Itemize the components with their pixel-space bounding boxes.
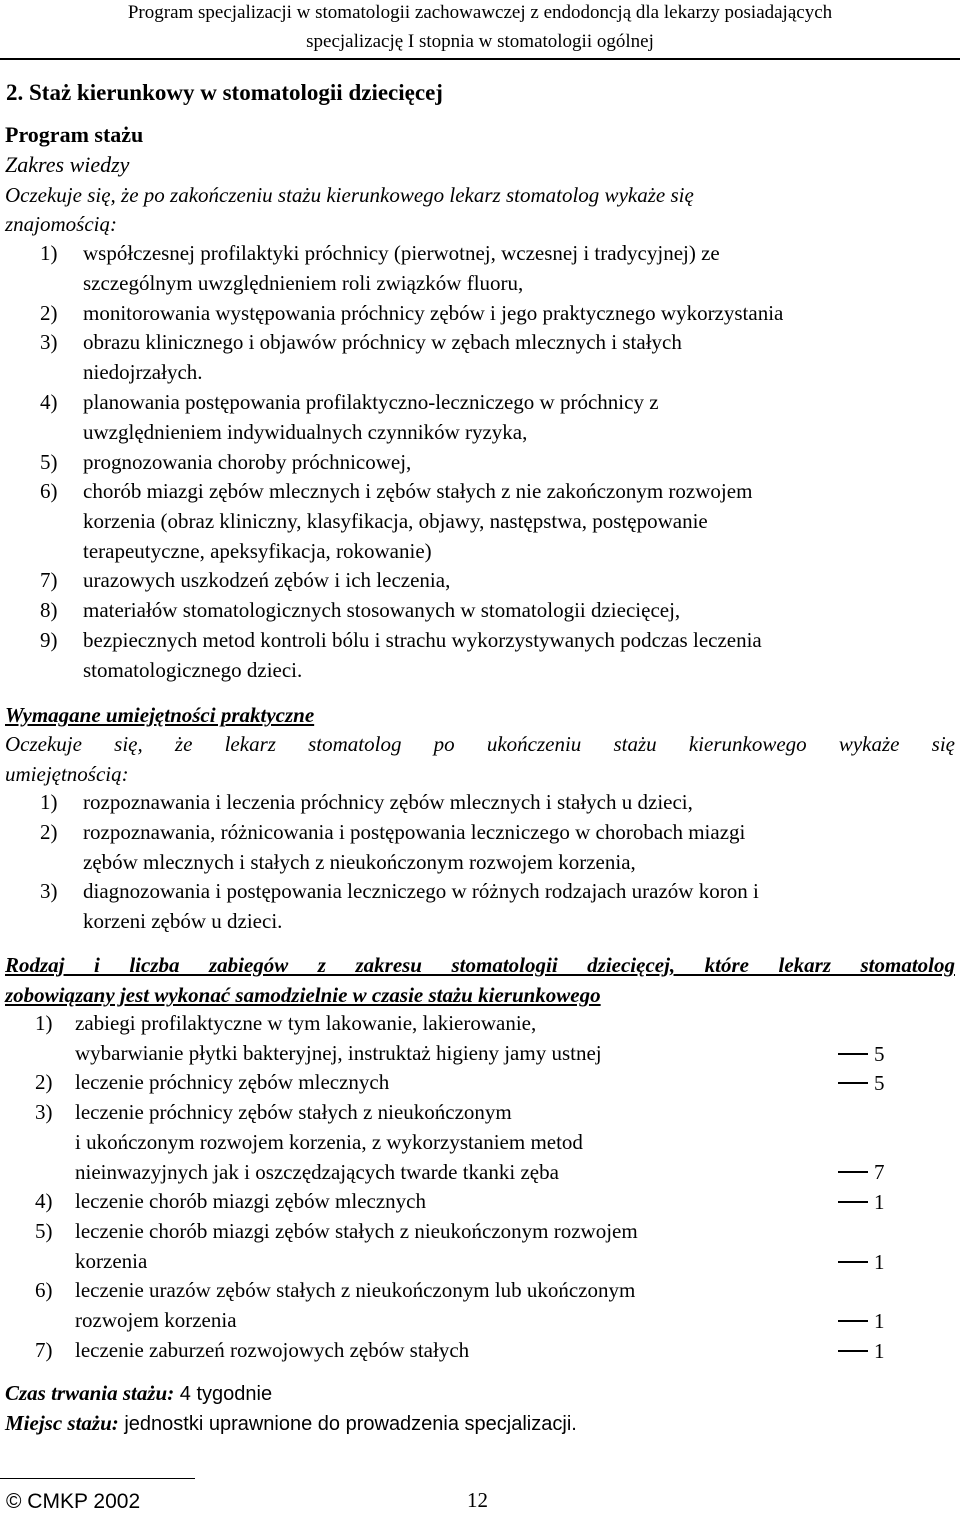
procedure-count: 1 bbox=[838, 1247, 885, 1277]
dash-mark bbox=[838, 1082, 868, 1084]
document-page: Program specjalizacji w stomatologii zachowawczej z endodoncją dla lekarzy posiadających specjalizację I stopnia w stomatologii ogólnej 2. Staż kierunkowy w stomatologii dziecięcej Program stażu Zakres wiedzy Oczekuje się, że po zakończeniu stażu kierunkowego lekarz stomatolog wykaże się znajomością: 1) współczesnej profilaktyki próchnicy (pierwotnej, wczesnej i tradycyjnej) ze szczególnym uwzględnieniem roli związków fluoru, 2) monitorowania występowania próchnicy zębów i jego praktycznego wykorzystania 3) obrazu klinicznego i objawów próchnicy w zębach mlecznych i stałych niedojrzałych. 4) planowania postępowania profilaktyczno-leczniczego w próchnicy z uwzględnieniem indywidualnych czynników ryzyka, 5) prognozowania choroby próchnicowej, 6) chorób miazgi zębów mlecznych i zębów stałych z nie zakończonym rozwojem korzenia (obraz kliniczny, klasyfikacja, objawy, następstwa, postępowanie terapeutyczne, apeksyfikacja, rokowanie) 7) urazowych uszkodzeń zębów i ich leczenia, 8) materiałów stomatologicznych stosowanych w stomatologii dziecięcej, 9) bezpiecznych metod kontroli bólu i strachu wykorzystywanych podczas leczenia stomatologicznego dzieci. Wymagane umiejętności praktyczne Oczekuje się, że lekarz stomatolog po ukończeniu stażu kierunkowego wykaże się umiejętnością: 1) rozpoznawania i leczenia próchnicy zębów mlecznych i stałych u dzieci, 2) rozpoznawania, różnicowania i postępowania leczniczego w chorobach miazgi zębów mlecznych i stałych z nieukończonym rozwojem korzenia, 3) diagnozowania i postępowania leczniczego w różnych rodzajach urazów koron i korzeni zębów u dzieci. Rodzaj i liczba zabiegów z zakresu stomatologii dziecięcej, które lekarz stomatolog zobowiązany jest wykonać samodzielnie w czasie stażu kierunkowego 1) zabiegi profilaktyczne w tym lakowanie, lakierowanie, wybarwianie płytki bakteryjnej, instruktaż higieny jamy ustnej 5 2) leczenie próchnicy zębów mlecznych 5 3) leczenie próchnicy zębów stałych z nieukończonym i ukończonym rozwojem korzenia, z wykorzystaniem metod nieinwazyjnych jak i oszczędzających twarde tkanki zęba 7 4) leczenie chorób miazgi zębów mlecznych 1 5) leczenie chorób miazgi zębów stałych z nieukończonym rozwojem korzenia 1 6) leczenie urazów zębów stałych z nieukończonym lub ukończonym rozwojem korzenia 1 7) leczenie zaburzeń rozwojowych zębów stałych 1 Czas trwania stażu: 4 tygodnie Miejsc stażu: jednostki uprawnione do prowadzenia specjalizacji. © CMKP 2002 12 bbox=[0, 0, 960, 1514]
skills-intro-line2: umiejętnością: bbox=[5, 762, 129, 786]
dash-mark bbox=[838, 1320, 868, 1322]
procedures-heading-line2: zobowiązany jest wykonać samodzielnie w czasie stażu kierunkowego bbox=[5, 983, 601, 1007]
dash-mark bbox=[838, 1350, 868, 1352]
running-header-line2: specjalizację I stopnia w stomatologii ogólnej bbox=[306, 31, 654, 52]
skills-heading: Wymagane umiejętności praktyczne bbox=[5, 703, 315, 727]
duration-value: 4 tygodnie bbox=[179, 1383, 273, 1405]
footer-rule bbox=[0, 1478, 195, 1479]
dash-mark bbox=[838, 1201, 868, 1203]
header-rule bbox=[0, 58, 960, 60]
knowledge-intro-line2: znajomością: bbox=[5, 212, 117, 236]
knowledge-heading: Zakres wiedzy bbox=[5, 152, 130, 177]
procedure-count: 1 bbox=[838, 1187, 885, 1217]
dash-mark bbox=[838, 1053, 868, 1055]
procedure-count: 1 bbox=[838, 1306, 885, 1336]
place-label: Miejsc stażu: bbox=[5, 1411, 119, 1435]
procedure-count: 5 bbox=[838, 1068, 885, 1098]
knowledge-intro-line1: Oczekuje się, że po zakończeniu stażu kierunkowego lekarz stomatolog wykaże się bbox=[5, 183, 694, 207]
program-title: Program stażu bbox=[5, 122, 144, 147]
procedures-heading-line1: Rodzaj i liczba zabiegów z zakresu stomatologii dziecięcej, które lekarz stomatolog bbox=[5, 953, 955, 977]
procedure-count: 7 bbox=[838, 1157, 885, 1187]
place-line bbox=[5, 1408, 577, 1439]
section-title: 2. Staż kierunkowy w stomatologii dziecięcej bbox=[6, 80, 443, 105]
running-header-line1: Program specjalizacji w stomatologii zachowawczej z endodoncją dla lekarzy posiadających bbox=[127, 2, 833, 23]
duration-line bbox=[5, 1378, 272, 1409]
dash-mark bbox=[838, 1261, 868, 1263]
footer-copyright: © CMKP 2002 bbox=[6, 1490, 141, 1513]
skills-intro-line1: Oczekuje się, że lekarz stomatolog po ukończeniu stażu kierunkowego wykaże się bbox=[5, 732, 955, 756]
dash-mark bbox=[838, 1171, 868, 1173]
footer-page-number: 12 bbox=[467, 1488, 488, 1512]
procedure-count: 5 bbox=[838, 1039, 885, 1069]
place-value: jednostki uprawnione do prowadzenia specjalizacji. bbox=[124, 1413, 577, 1435]
duration-label: Czas trwania stażu: bbox=[5, 1381, 175, 1405]
procedure-count: 1 bbox=[838, 1336, 885, 1366]
